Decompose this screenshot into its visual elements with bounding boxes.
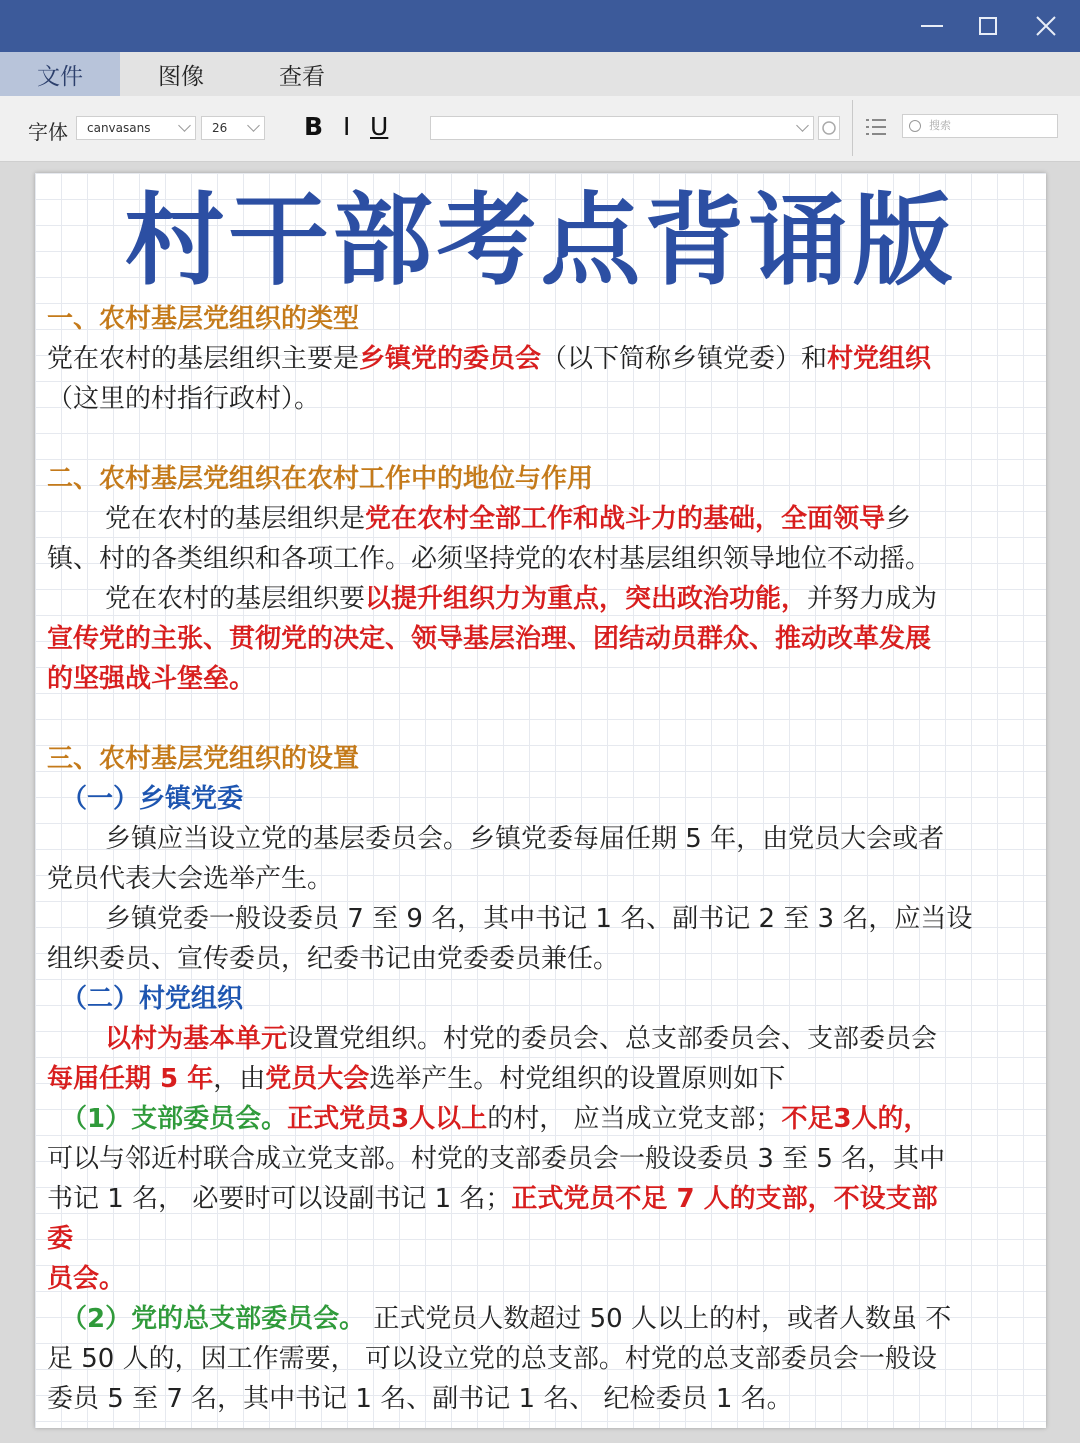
paragraph-line: 党员代表大会选举产生。: [47, 864, 334, 894]
search-icon: [909, 120, 921, 132]
paragraph-line: 党在农村的基层组织主要是乡镇党的委员会（以下简称乡镇党委）和村党组织: [47, 344, 932, 374]
paragraph-line: （这里的村指行政村）。: [47, 384, 321, 414]
paragraph-line: 每届任期 5 年，由党员大会选举产生。村党组织的设置原则如下: [47, 1064, 786, 1094]
maximize-button[interactable]: [968, 8, 1008, 44]
paragraph-line: 可以与邻近村联合成立党支部。村党的支部委员会一般设委员 3 至 5 名，其中: [47, 1144, 946, 1174]
paragraph-line: 乡镇党委一般设委员 7 至 9 名，其中书记 1 名、副书记 2 至 3 名，应当设: [105, 904, 973, 934]
paragraph-line: 足 50 人的，因工作需要， 可以设立党的总支部。村党的总支部委员会一般设: [47, 1344, 937, 1374]
section-heading-2: 二、农村基层党组织在农村工作中的地位与作用: [47, 464, 594, 494]
paragraph-line: 书记 1 名， 必要时可以设副书记 1 名；正式党员不足 7 人的支部，不设支部: [47, 1184, 938, 1214]
italic-button[interactable]: I: [343, 112, 351, 141]
chevron-down-icon: [178, 119, 191, 132]
subsection-heading-2: （二）村党组织: [61, 984, 244, 1014]
font-family-value: canvasans: [87, 121, 151, 135]
menu-view[interactable]: 查看: [279, 63, 325, 90]
font-family-select[interactable]: [76, 116, 196, 140]
list-item: （2）党的总支部委员会。 正式党员人数超过 50 人以上的村，或者人数虽 不: [61, 1304, 952, 1334]
chevron-down-icon: [247, 119, 260, 132]
font-size-value: 26: [212, 121, 228, 135]
close-icon: [1035, 15, 1057, 37]
list-icon[interactable]: [866, 118, 886, 136]
document-body: [47, 299, 1037, 1419]
chevron-down-icon: [796, 119, 809, 132]
toolbar: [0, 96, 1080, 162]
paragraph-line: 党在农村的基层组织要以提升组织力为重点，突出政治功能，并努力成为: [105, 584, 938, 614]
font-label: 字体: [28, 120, 68, 144]
bold-button[interactable]: B: [304, 112, 324, 141]
paragraph-line: 以村为基本单元设置党组织。村党的委员会、总支部委员会、支部委员会: [105, 1024, 938, 1054]
document-page: [35, 173, 1046, 1428]
maximize-icon: [979, 17, 997, 35]
title-bar: [0, 0, 1080, 52]
search-placeholder: 搜索: [929, 119, 951, 132]
document-title: 村干部考点背诵版: [124, 182, 957, 299]
section-heading-1: 一、农村基层党组织的类型: [47, 304, 360, 334]
search-input[interactable]: [902, 114, 1058, 138]
paragraph-line: 乡镇应当设立党的基层委员会。乡镇党委每届任期 5 年，由党员大会或者: [105, 824, 945, 854]
paragraph-line: 员会。: [47, 1264, 126, 1294]
minimize-button[interactable]: [912, 8, 952, 44]
paragraph-line: 委: [47, 1224, 74, 1254]
paragraph-line: 镇、村的各类组织和各项工作。必须坚持党的农村基层组织领导地位不动摇。: [47, 544, 932, 574]
style-select[interactable]: [430, 116, 814, 140]
refresh-button[interactable]: [818, 116, 840, 140]
paragraph-line: 的坚强战斗堡垒。: [47, 664, 256, 694]
paragraph-line: 组织委员、宣传委员，纪委书记由党委委员兼任。: [47, 944, 620, 974]
paragraph-line: 党在农村的基层组织是党在农村全部工作和战斗力的基础，全面领导乡: [105, 504, 912, 534]
menu-image[interactable]: 图像: [158, 63, 204, 90]
subsection-heading-1: （一）乡镇党委: [61, 784, 244, 814]
toolbar-divider: [852, 100, 853, 156]
underline-button[interactable]: U: [370, 112, 389, 141]
refresh-icon: [819, 117, 839, 139]
menu-bar: [0, 52, 1080, 96]
list-item: （1）支部委员会。正式党员3人以上的村， 应当成立党支部；不足3人的，: [61, 1104, 930, 1134]
close-button[interactable]: [1026, 8, 1066, 44]
font-size-select[interactable]: [201, 116, 265, 140]
paragraph-line: 委员 5 至 7 名，其中书记 1 名、副书记 1 名、 纪检委员 1 名。: [47, 1384, 793, 1414]
blank-line: [47, 419, 1037, 459]
blank-line: [47, 699, 1037, 739]
menu-file[interactable]: 文件: [0, 52, 120, 96]
section-heading-3: 三、农村基层党组织的设置: [47, 744, 360, 774]
paragraph-line: 宣传党的主张、贯彻党的决定、领导基层治理、团结动员群众、推动改革发展: [47, 624, 932, 654]
minimize-icon: [921, 25, 943, 27]
